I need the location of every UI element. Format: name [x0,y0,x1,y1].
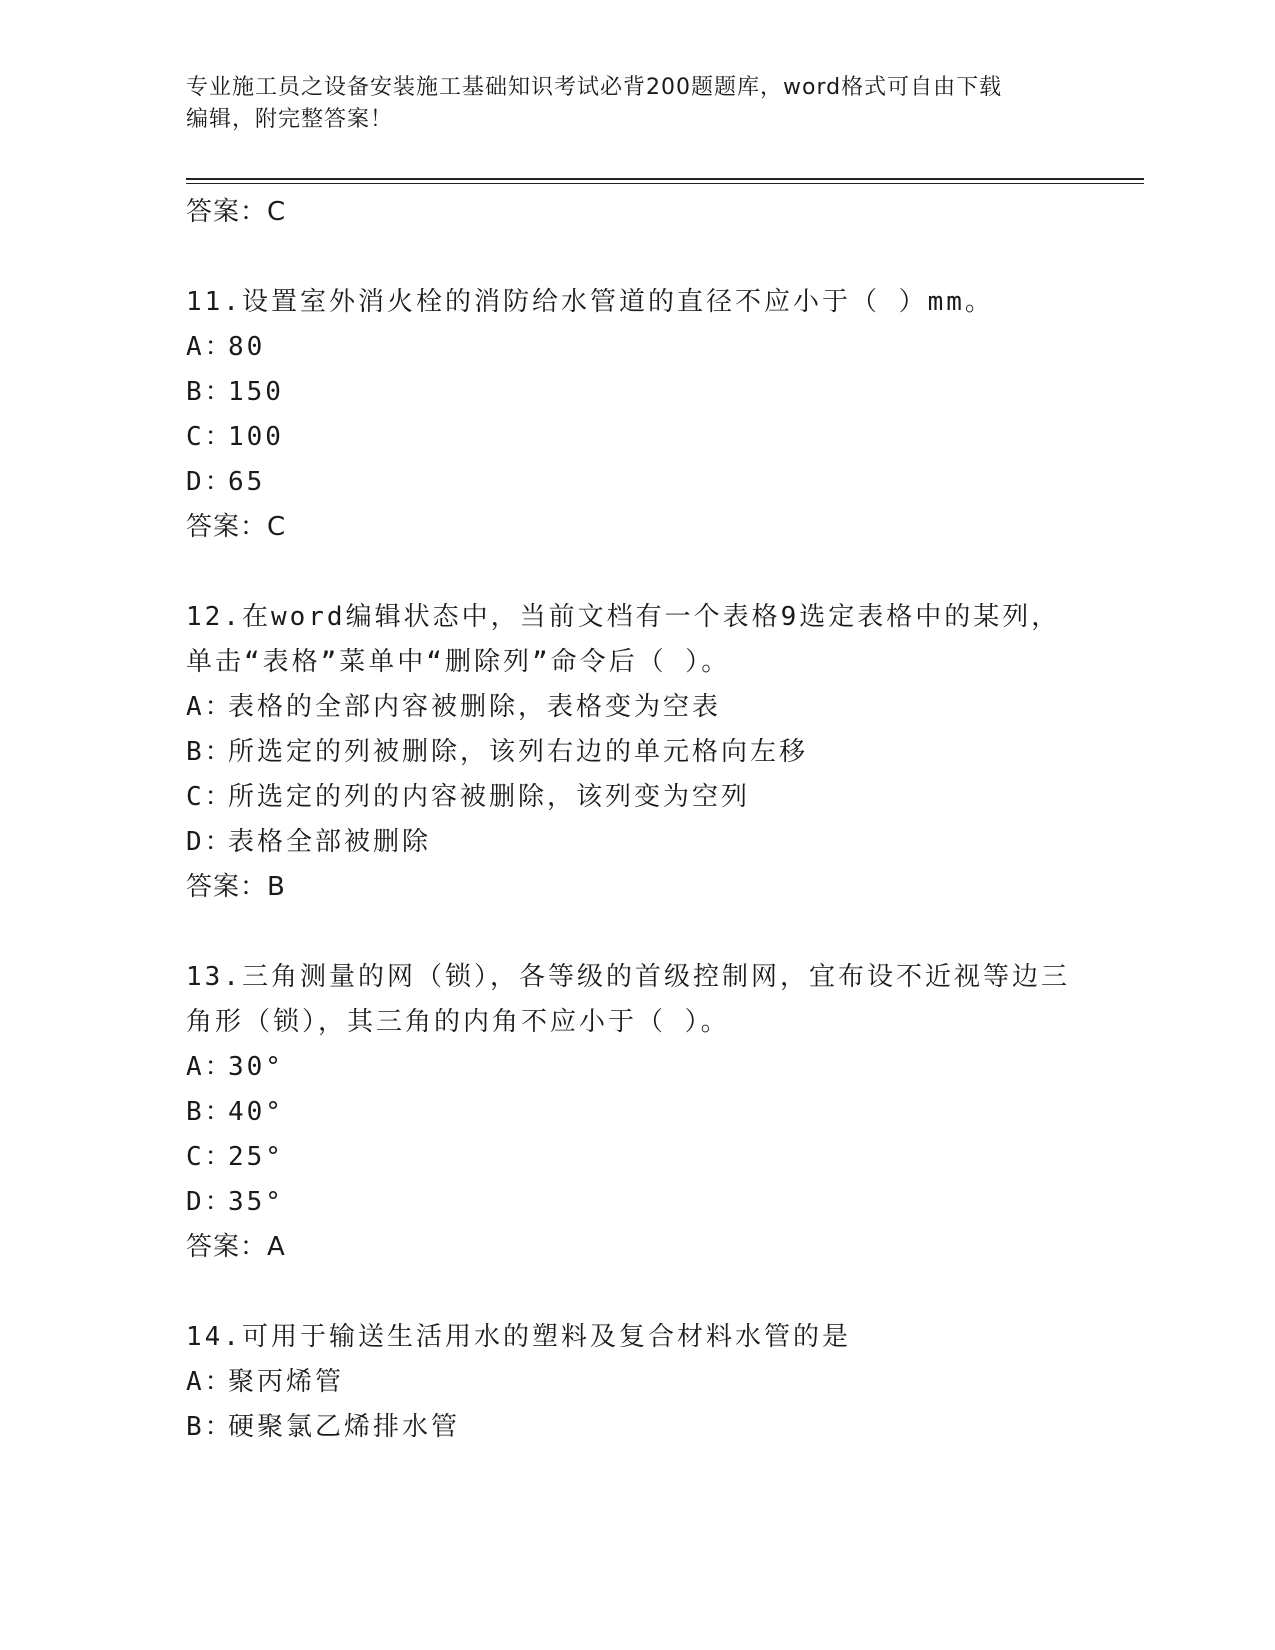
option-key: A： [186,692,234,722]
option-b [186,1090,1086,1135]
document-body [186,190,1086,1450]
option-b [186,730,1086,775]
option-text: 40° [228,1097,284,1127]
question-text: 14.可用于输送生活用水的塑料及复合材料水管的是 [186,1322,851,1352]
option-key: C： [186,1142,234,1172]
option-key: C： [186,422,234,452]
option-key: A： [186,332,234,362]
option-d [186,1180,1086,1225]
option-text: 所选定的列的内容被删除，该列变为空列 [228,782,751,812]
option-a [186,1045,1086,1090]
option-text: 所选定的列被删除，该列右边的单元格向左移 [228,737,809,767]
option-text: 80 [228,332,266,362]
option-key: A： [186,1367,234,1397]
question-block [186,280,1086,550]
question-text: 12.在word编辑状态中，当前文档有一个表格9选定表格中的某列， [186,602,1061,632]
question-block [186,1315,1086,1450]
option-text: 表格的全部内容被删除，表格变为空表 [228,692,722,722]
option-d [186,820,1086,865]
option-key: B： [186,1412,234,1442]
option-b [186,1405,1086,1450]
header-line-1: 专业施工员之设备安装施工基础知识考试必背200题题库，word格式可自由下载 [186,75,1003,100]
option-text: 150 [228,377,284,407]
option-d [186,460,1086,505]
option-key: C： [186,782,234,812]
header-rule [186,178,1144,180]
option-text: 65 [228,467,266,497]
option-c [186,775,1086,820]
option-b [186,370,1086,415]
option-text: 25° [228,1142,284,1172]
option-key: B： [186,377,234,407]
option-c [186,415,1086,460]
answer-line: 答案：B [186,872,286,902]
document-header [186,72,1066,136]
option-a [186,325,1086,370]
option-key: B： [186,1097,234,1127]
question-text-cont: 角形（锁），其三角的内角不应小于（ ）。 [186,1007,730,1037]
option-a [186,685,1086,730]
answer-line: 答案：C [186,197,287,227]
option-text: 硬聚氯乙烯排水管 [228,1412,461,1442]
option-text: 聚丙烯管 [228,1367,345,1397]
question-text: 11.设置室外消火栓的消防给水管道的直径不应小于（ ）mm。 [186,287,994,317]
option-key: D： [186,467,234,497]
answer-line: 答案：C [186,512,287,542]
question-block [186,595,1086,910]
option-key: D： [186,1187,234,1217]
option-text: 100 [228,422,284,452]
option-c [186,1135,1086,1180]
answer-line: 答案：A [186,1232,286,1262]
question-block [186,955,1086,1270]
option-a [186,1360,1086,1405]
option-text: 35° [228,1187,284,1217]
header-line-2: 编辑，附完整答案！ [186,107,394,132]
option-key: A： [186,1052,234,1082]
option-text: 30° [228,1052,284,1082]
option-key: D： [186,827,234,857]
question-text-cont: 单击“表格”菜单中“删除列”命令后（ ）。 [186,647,731,677]
question-text: 13.三角测量的网（锁），各等级的首级控制网，宜布设不近视等边三 [186,962,1070,992]
option-text: 表格全部被删除 [228,827,432,857]
header-rule-thin [186,183,1144,184]
option-key: B： [186,737,234,767]
